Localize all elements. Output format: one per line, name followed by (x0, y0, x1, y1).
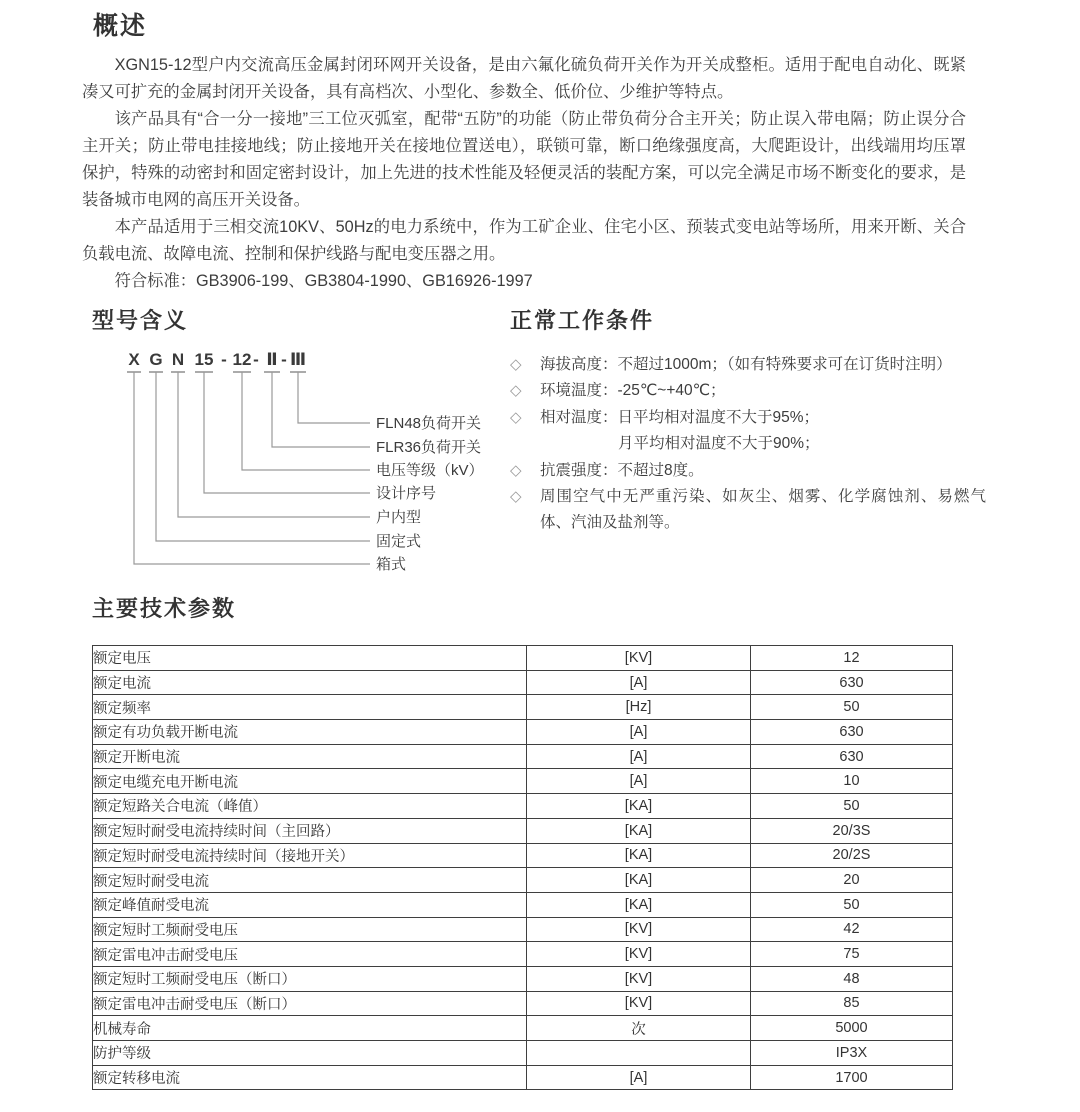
paragraph: XGN15-12型户内交流高压金属封闭环网开关设备，是由六氟化硫负荷开关作为开关成整柜。适用于配电自动化、既紧凑又可扩充的金属封闭开关设备，具有高档次、小型化、参数全、低价位、少维护等特点。 (82, 56, 966, 101)
condition-text-wrap (540, 484, 986, 537)
table-row (93, 646, 953, 671)
param-name-cell: 额定开断电流 (93, 744, 527, 769)
param-value-cell: 10 (751, 769, 953, 794)
param-value-cell: 75 (751, 942, 953, 967)
model-code-segment: - (281, 350, 287, 369)
param-value-cell: 1700 (751, 1065, 953, 1090)
param-unit-cell: [KA] (527, 868, 751, 893)
table-row (93, 843, 953, 868)
table-row (93, 966, 953, 991)
condition-item (510, 405, 986, 458)
paragraph: 该产品具有“合一分一接地”三工位灭弧室，配带“五防”的功能（防止带负荷分合主开关；防止误入带电隔；防止误分合主开关；防止带电挂接地线；防止接地开关在接地位置送电），联锁可靠，断口绝缘强度高，大爬距设计，出线端用均压罩保护，特殊的动密封和固定密封设计，加上先进的技术性能及轻便灵活的装配方案，可以完全满足市场不断变化的要求，是装备城市电网的高压开关设备。 (82, 110, 966, 209)
param-value-cell: 12 (751, 646, 953, 671)
table-row (93, 892, 953, 917)
model-meaning-title: 型号含义 (92, 308, 189, 333)
model-meaning-label: FLN48负荷开关 (376, 415, 482, 432)
param-name-cell: 额定转移电流 (93, 1065, 527, 1090)
param-name-cell: 额定雷电冲击耐受电压（断口） (93, 991, 527, 1016)
working-conditions-section (510, 304, 986, 537)
condition-text-wrap (540, 378, 986, 404)
param-value-cell: 20/2S (751, 843, 953, 868)
model-meaning-label: FLR36负荷开关 (376, 439, 482, 456)
model-code-diagram (92, 343, 528, 579)
param-name-cell: 额定电缆充电开断电流 (93, 769, 527, 794)
param-name-cell: 额定有功负载开断电流 (93, 720, 527, 745)
model-meaning-label: 固定式 (376, 533, 422, 550)
param-unit-cell: [A] (527, 720, 751, 745)
condition-subtext: 月平均相对温度不大于90%； (618, 435, 820, 453)
param-name-cell: 额定短时耐受电流持续时间（主回路） (93, 818, 527, 843)
param-value-cell: 50 (751, 794, 953, 819)
param-value-cell: 48 (751, 966, 953, 991)
table-row (93, 991, 953, 1016)
diamond-bullet-icon: ◇ (510, 382, 522, 400)
param-name-cell: 额定短路关合电流（峰值） (93, 794, 527, 819)
condition-item (510, 484, 986, 537)
param-value-cell: IP3X (751, 1041, 953, 1066)
diamond-bullet-icon: ◇ (510, 488, 522, 506)
table-row (93, 670, 953, 695)
param-unit-cell: [KV] (527, 991, 751, 1016)
diamond-bullet-icon: ◇ (510, 461, 522, 479)
param-unit-cell: [A] (527, 670, 751, 695)
table-row (93, 1065, 953, 1090)
parameters-section (92, 592, 972, 1090)
condition-text: 海拔高度：不超过1000m；（如有特殊要求可在订货时注明） (540, 356, 952, 373)
condition-text: 抗震强度：不超过8度。 (540, 461, 704, 479)
param-name-cell: 额定频率 (93, 695, 527, 720)
model-code-segment: Ⅲ (289, 350, 307, 369)
param-name-cell: 额定短时工频耐受电压（断口） (93, 966, 527, 991)
table-row (93, 794, 953, 819)
parameters-title: 主要技术参数 (92, 596, 237, 621)
param-name-cell: 额定峰值耐受电流 (93, 892, 527, 917)
table-row (93, 1016, 953, 1041)
param-name-cell: 额定电压 (93, 646, 527, 671)
param-unit-cell: [KA] (527, 794, 751, 819)
model-meaning-label: 设计序号 (376, 485, 437, 502)
model-code-segment: - (253, 350, 259, 369)
param-unit-cell: [Hz] (527, 695, 751, 720)
param-unit-cell: [KA] (527, 818, 751, 843)
model-code-segment: N (171, 350, 185, 369)
diamond-bullet-icon: ◇ (510, 408, 522, 426)
code-connector-lines (134, 372, 370, 564)
paragraph: 本产品适用于三相交流10KV、50Hz的电力系统中，作为工矿企业、住宅小区、预装式变电站等场所，用来开断、关合负载电流、故障电流、控制和保护线路与配电变压器之用。 (82, 218, 966, 263)
param-name-cell: 机械寿命 (93, 1016, 527, 1041)
working-conditions-list (510, 352, 986, 537)
table-row (93, 942, 953, 967)
condition-text-wrap (540, 405, 986, 458)
condition-text: 环境温度：-25℃~+40℃； (540, 382, 726, 400)
condition-text-wrap (540, 458, 986, 484)
param-unit-cell: 次 (527, 1016, 751, 1041)
param-value-cell: 20/3S (751, 818, 953, 843)
table-row (93, 1041, 953, 1066)
model-meaning-label: 电压等级（kV） (376, 462, 484, 479)
param-unit-cell: [KV] (527, 646, 751, 671)
model-code-segment: 15 (194, 350, 214, 369)
param-name-cell: 额定雷电冲击耐受电压 (93, 942, 527, 967)
model-code-segment: - (221, 350, 227, 369)
param-value-cell: 85 (751, 991, 953, 1016)
param-value-cell: 630 (751, 744, 953, 769)
param-value-cell: 630 (751, 720, 953, 745)
param-name-cell: 额定电流 (93, 670, 527, 695)
condition-text: 周围空气中无严重污染、如灰尘、烟雾、化学腐蚀剂、易燃气体、汽油及盐剂等。 (540, 488, 986, 532)
table-row (93, 744, 953, 769)
parameters-table-body (93, 646, 953, 1090)
param-name-cell: 额定短时耐受电流持续时间（接地开关） (93, 843, 527, 868)
param-unit-cell: [KV] (527, 942, 751, 967)
param-value-cell: 630 (751, 670, 953, 695)
param-value-cell: 50 (751, 892, 953, 917)
param-value-cell: 42 (751, 917, 953, 942)
param-name-cell: 防护等级 (93, 1041, 527, 1066)
condition-item (510, 352, 986, 378)
model-code-segment: G (149, 350, 163, 369)
table-row (93, 868, 953, 893)
param-value-cell: 20 (751, 868, 953, 893)
overview-paragraphs (82, 52, 966, 295)
model-code-segment: X (128, 350, 140, 369)
parameters-table (92, 645, 953, 1090)
table-row (93, 818, 953, 843)
paragraph: 符合标准：GB3906-199、GB3804-1990、GB16926-1997 (114, 272, 533, 290)
param-unit-cell: [KA] (527, 892, 751, 917)
condition-text: 相对温度：日平均相对温度不大于95%； (540, 408, 820, 426)
param-value-cell: 50 (751, 695, 953, 720)
param-unit-cell: [A] (527, 769, 751, 794)
model-meaning-section (92, 304, 528, 579)
table-row (93, 769, 953, 794)
model-code-segment: Ⅱ (266, 350, 278, 369)
diamond-bullet-icon: ◇ (510, 356, 522, 373)
overview-section (82, 6, 968, 295)
table-row (93, 720, 953, 745)
table-row (93, 917, 953, 942)
param-unit-cell: [KV] (527, 917, 751, 942)
table-row (93, 695, 953, 720)
param-unit-cell: [A] (527, 744, 751, 769)
model-meaning-label: 户内型 (376, 509, 422, 526)
condition-item (510, 378, 986, 404)
param-unit-cell: [A] (527, 1065, 751, 1090)
working-conditions-title: 正常工作条件 (510, 308, 655, 333)
condition-item (510, 458, 986, 484)
param-unit-cell: [KA] (527, 843, 751, 868)
model-code-segment: 12 (232, 350, 252, 369)
param-unit-cell: [KV] (527, 966, 751, 991)
param-name-cell: 额定短时工频耐受电压 (93, 917, 527, 942)
param-unit-cell (527, 1041, 751, 1066)
param-value-cell: 5000 (751, 1016, 953, 1041)
param-name-cell: 额定短时耐受电流 (93, 868, 527, 893)
model-meaning-label: 箱式 (376, 556, 407, 573)
condition-text-wrap (540, 352, 986, 378)
overview-title: 概述 (93, 12, 148, 40)
